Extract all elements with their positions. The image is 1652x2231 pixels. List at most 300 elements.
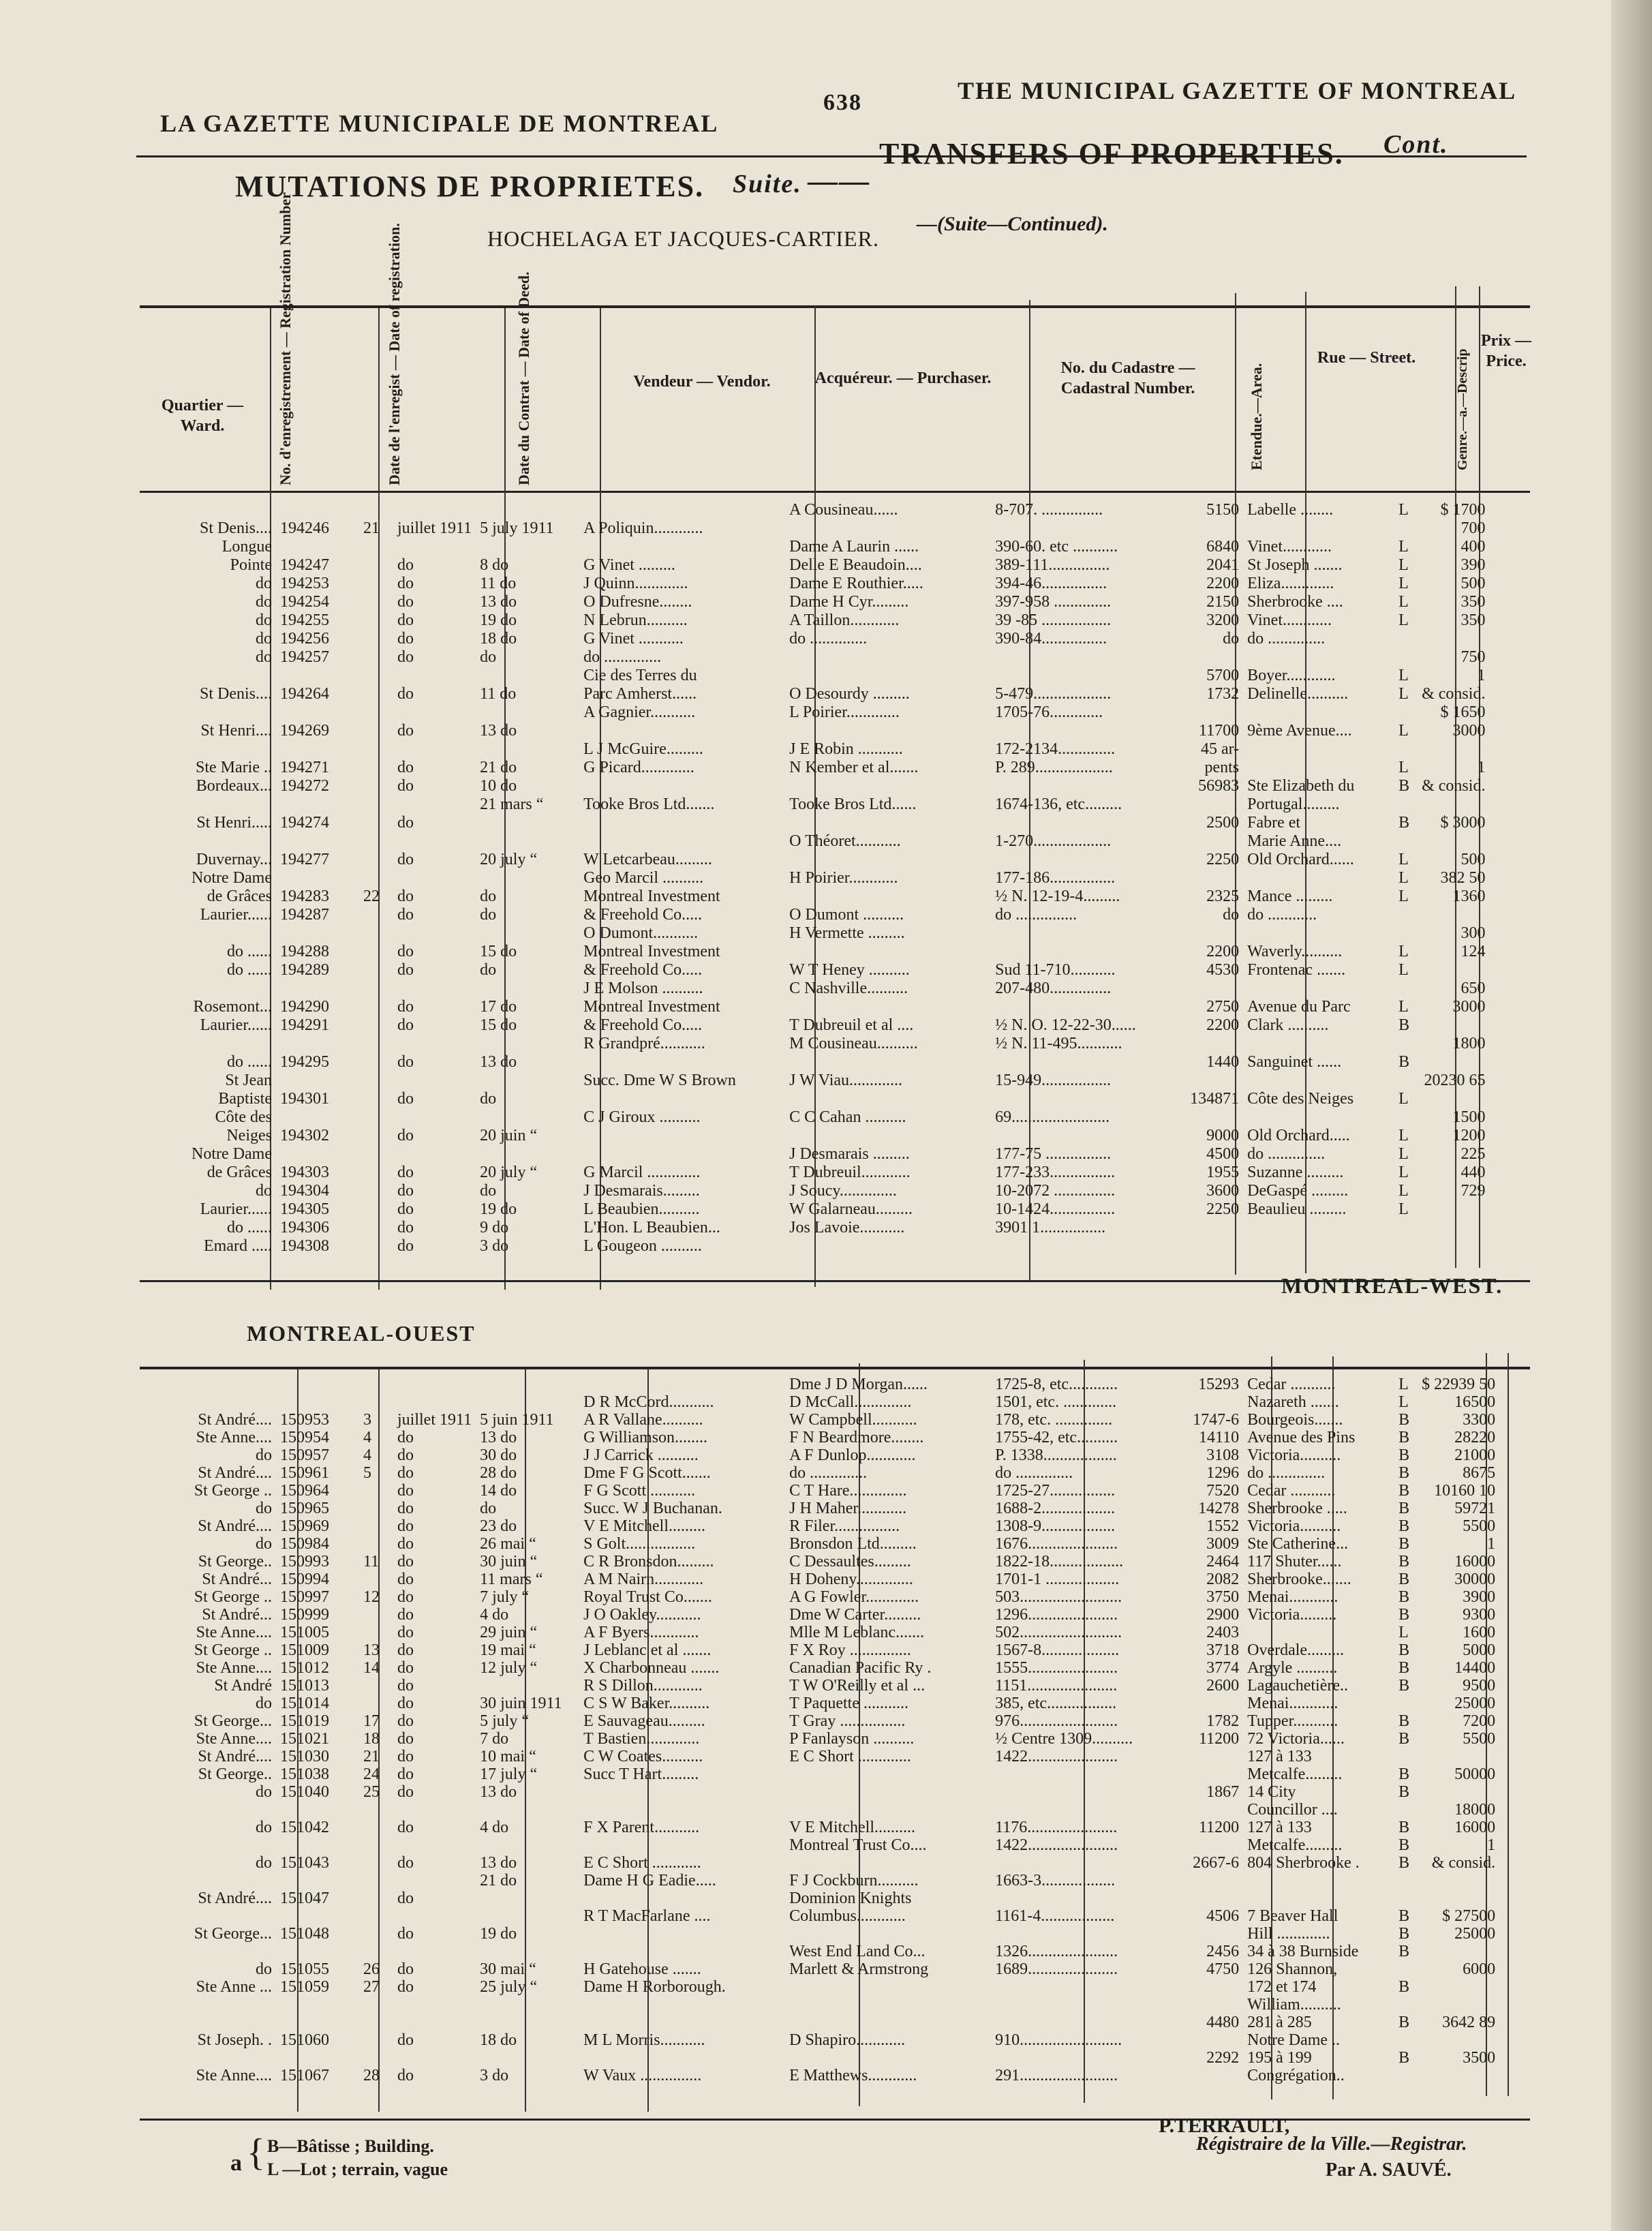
table-row bbox=[140, 611, 1489, 630]
table-row bbox=[140, 1482, 1499, 1500]
cell-day: 18 bbox=[363, 1730, 380, 1748]
cell-ward bbox=[140, 924, 276, 943]
cell-area bbox=[1169, 832, 1243, 851]
cell-no: 150969 bbox=[280, 1517, 329, 1535]
table-row bbox=[140, 1730, 1499, 1748]
table-row bbox=[140, 519, 1489, 538]
cell-price bbox=[1418, 1783, 1499, 1801]
table-row bbox=[140, 1695, 1499, 1712]
legend-lot: L —Lot ; terrain, vague bbox=[267, 2159, 448, 2179]
cell-purchaser: Dominion Knights bbox=[789, 1889, 912, 1907]
cell-street: Victoria......... bbox=[1247, 1606, 1337, 1624]
table-row bbox=[140, 1535, 1499, 1553]
cell-reg: do bbox=[397, 906, 414, 924]
cell-price: $ 1700 bbox=[1440, 501, 1486, 519]
cell-deed: 11 mars “ bbox=[480, 1570, 543, 1588]
cell-day bbox=[359, 501, 393, 519]
cell-deed: 23 do bbox=[480, 1517, 517, 1535]
cell-purchaser: C Dessaultes......... bbox=[789, 1553, 911, 1570]
cell-area bbox=[1169, 1393, 1243, 1411]
col-genre-header: Genre.—a.—Descrip bbox=[1455, 348, 1470, 470]
cell-deed: do bbox=[480, 1182, 497, 1200]
cell-area: 1552 bbox=[1206, 1517, 1240, 1535]
cell-cad: 172-2134.............. bbox=[995, 740, 1116, 758]
cell-cad: 389-111............... bbox=[995, 556, 1110, 574]
cell-no bbox=[276, 1943, 359, 1960]
cell-deed bbox=[476, 1145, 579, 1164]
legend-building: B—Bâtisse ; Building. bbox=[267, 2136, 434, 2156]
cell-ward bbox=[140, 980, 276, 998]
cell-vendor bbox=[579, 777, 785, 795]
cell-reg bbox=[393, 1943, 476, 1960]
cell-deed: 4 do bbox=[480, 1606, 509, 1624]
cell-cad: 177-186................ bbox=[995, 869, 1116, 887]
cell-g: B bbox=[1398, 2049, 1410, 2067]
cell-cad: ½ Centre 1309.......... bbox=[995, 1730, 1133, 1748]
cell-day bbox=[359, 1801, 393, 1819]
cell-reg: do bbox=[397, 1200, 414, 1218]
cell-cad: 1705-76............. bbox=[995, 703, 1103, 721]
cell-reg bbox=[393, 1376, 476, 1393]
cell-deed: do bbox=[480, 1500, 497, 1517]
table-row bbox=[140, 1819, 1499, 1836]
cell-no: 151005 bbox=[280, 1624, 329, 1641]
cell-purchaser: L Poirier............. bbox=[789, 703, 900, 721]
table-row bbox=[140, 575, 1489, 593]
cell-area bbox=[1169, 1072, 1243, 1090]
cell-no bbox=[276, 924, 359, 943]
cell-no: 194269 bbox=[280, 722, 329, 740]
cell-vendor bbox=[579, 1836, 785, 1854]
cell-street: 34 à 38 Burnside bbox=[1247, 1943, 1359, 1960]
cell-street bbox=[1243, 1108, 1394, 1127]
cell-deed bbox=[476, 1677, 579, 1695]
cell-ward: Emard ..... bbox=[204, 1237, 272, 1255]
cell-deed: do bbox=[480, 1090, 497, 1108]
cell-ward: do ...... bbox=[227, 1053, 272, 1071]
cell-cad: ½ N. O. 12-22-30...... bbox=[995, 1016, 1136, 1034]
cell-purchaser: R Filer................ bbox=[789, 1517, 900, 1535]
cell-g: B bbox=[1398, 1517, 1410, 1535]
cell-ward bbox=[140, 703, 276, 722]
cell-g: B bbox=[1398, 1570, 1410, 1588]
cell-day bbox=[359, 1624, 393, 1641]
cell-cad bbox=[991, 814, 1169, 832]
cell-purchaser: T Dubreuil et al .... bbox=[789, 1016, 914, 1034]
table-row bbox=[140, 1907, 1499, 1925]
cell-price: 5500 bbox=[1463, 1730, 1496, 1748]
table-row bbox=[140, 2067, 1499, 2084]
cell-cad: 1725-8, etc............ bbox=[995, 1376, 1118, 1393]
cell-street: Vinet............ bbox=[1247, 611, 1332, 629]
cell-deed: 25 july “ bbox=[480, 1978, 538, 1996]
cell-purchaser: Columbus............ bbox=[789, 1907, 906, 1925]
cell-ward: St George .. bbox=[194, 1641, 272, 1659]
cell-day bbox=[359, 1925, 393, 1943]
table-row bbox=[140, 1783, 1499, 1801]
cell-g: L bbox=[1398, 1376, 1409, 1393]
cell-vendor bbox=[579, 1943, 785, 1960]
table-row bbox=[140, 1072, 1489, 1090]
cell-vendor: C R Bronsdon......... bbox=[583, 1553, 714, 1570]
cell-purchaser: H Vermette ......... bbox=[789, 924, 905, 942]
cell-vendor bbox=[579, 1801, 785, 1819]
cell-reg bbox=[393, 869, 476, 887]
hochelaga-transfers-table bbox=[140, 501, 1489, 1256]
cell-no: 150961 bbox=[280, 1464, 329, 1482]
cell-day bbox=[359, 1090, 393, 1108]
title-fr-suite: Suite. bbox=[733, 170, 802, 198]
cell-deed: 5 july 1911 bbox=[480, 519, 554, 537]
cell-price bbox=[1418, 1219, 1489, 1237]
page-number: 638 bbox=[823, 90, 862, 115]
cell-no: 150957 bbox=[280, 1446, 329, 1464]
table-row bbox=[140, 1748, 1499, 1765]
cell-price bbox=[1418, 1053, 1489, 1072]
cell-price: $ 3000 bbox=[1440, 814, 1486, 832]
cell-no bbox=[276, 703, 359, 722]
table-row bbox=[140, 648, 1489, 667]
cell-street: Nazareth ....... bbox=[1247, 1393, 1339, 1411]
cell-cad bbox=[991, 1127, 1169, 1145]
cell-vendor: Tooke Bros Ltd....... bbox=[583, 795, 715, 813]
cell-day bbox=[359, 1677, 393, 1695]
cell-cad bbox=[991, 851, 1169, 869]
cell-cad: 291........................ bbox=[995, 2067, 1118, 2084]
cell-area: 5700 bbox=[1206, 667, 1240, 684]
cell-price: 750 bbox=[1460, 648, 1486, 666]
cell-vendor: V E Mitchell......... bbox=[583, 1517, 705, 1535]
cell-area: 2750 bbox=[1206, 998, 1240, 1016]
cell-no: 150953 bbox=[280, 1411, 329, 1429]
cell-street: Hill ............. bbox=[1247, 1925, 1330, 1943]
cell-purchaser: Mlle M Leblanc....... bbox=[789, 1624, 925, 1641]
cell-area: do bbox=[1223, 906, 1240, 924]
cell-street: 195 à 199 bbox=[1247, 2049, 1312, 2067]
cell-vendor: N Lebrun.......... bbox=[583, 611, 688, 629]
cell-cad: 1422...................... bbox=[995, 1748, 1118, 1765]
cell-deed: 10 do bbox=[480, 777, 517, 795]
cell-price: 1 bbox=[1487, 1836, 1496, 1854]
cell-day: 22 bbox=[363, 887, 380, 905]
cell-no bbox=[276, 1072, 359, 1090]
cell-street: Eliza............. bbox=[1247, 575, 1334, 592]
cell-deed bbox=[476, 1836, 579, 1854]
cell-ward: Ste Anne.... bbox=[196, 1659, 272, 1677]
cell-reg: do bbox=[397, 630, 414, 648]
table-row bbox=[140, 538, 1489, 556]
cell-ward: do ...... bbox=[227, 961, 272, 979]
cell-ward: St André.... bbox=[198, 1517, 272, 1535]
cell-street: Marie Anne.... bbox=[1247, 832, 1342, 850]
cell-no bbox=[276, 1907, 359, 1925]
table-row bbox=[140, 1624, 1499, 1641]
cell-ward: do bbox=[256, 1695, 272, 1712]
cell-g: L bbox=[1398, 1393, 1409, 1411]
cell-vendor: Cie des Terres du bbox=[583, 667, 697, 684]
cell-g: B bbox=[1398, 1464, 1410, 1482]
cell-day bbox=[359, 869, 393, 887]
cell-vendor: G Picard............. bbox=[583, 759, 694, 776]
cell-street: Vinet............ bbox=[1247, 538, 1332, 556]
cell-price: 1800 bbox=[1452, 1035, 1486, 1052]
cell-ward: do bbox=[256, 1535, 272, 1553]
cell-vendor bbox=[579, 1996, 785, 2014]
cell-vendor: R S Dillon............ bbox=[583, 1677, 703, 1695]
cell-reg: do bbox=[397, 2031, 414, 2049]
cell-ward: Rosemont... bbox=[193, 998, 272, 1016]
table-row bbox=[140, 1237, 1489, 1256]
section2-heading-en: MONTREAL-WEST. bbox=[1281, 1273, 1503, 1298]
cell-day bbox=[359, 1535, 393, 1553]
cell-street: do .............. bbox=[1247, 1464, 1326, 1482]
cell-area: 2403 bbox=[1206, 1624, 1240, 1641]
table-row bbox=[140, 1712, 1499, 1730]
cell-reg: do bbox=[397, 1090, 414, 1108]
cell-purchaser bbox=[785, 1783, 991, 1801]
cell-cad: 390-60. etc ........... bbox=[995, 538, 1118, 556]
cell-cad bbox=[991, 1978, 1169, 1996]
cell-deed bbox=[476, 1889, 579, 1907]
cell-vendor bbox=[579, 1376, 785, 1393]
cell-price: 440 bbox=[1460, 1164, 1486, 1181]
cell-cad bbox=[991, 648, 1169, 667]
cell-day: 3 bbox=[363, 1411, 371, 1429]
cell-deed: 21 do bbox=[480, 1872, 517, 1889]
cell-vendor: R Grandpré........... bbox=[583, 1035, 705, 1052]
cell-area: do bbox=[1223, 630, 1240, 648]
cell-deed: 12 july “ bbox=[480, 1659, 538, 1677]
table-row bbox=[140, 630, 1489, 648]
cell-street: Mance ......... bbox=[1247, 887, 1333, 905]
cell-purchaser: J Soucy.............. bbox=[789, 1182, 897, 1200]
cell-area bbox=[1169, 1237, 1243, 1256]
cell-day: 11 bbox=[363, 1553, 380, 1570]
cell-reg: do bbox=[397, 998, 414, 1016]
cell-purchaser: H Doheny.............. bbox=[789, 1570, 913, 1588]
cell-g: L bbox=[1398, 1090, 1409, 1108]
cell-price bbox=[1418, 1200, 1489, 1219]
cell-price: 25000 bbox=[1454, 1925, 1496, 1943]
cell-deed: 3 do bbox=[480, 2067, 509, 2084]
cell-street: Labelle ........ bbox=[1247, 501, 1334, 519]
cell-street: St Joseph ....... bbox=[1247, 556, 1343, 574]
table-row bbox=[140, 703, 1489, 722]
cell-reg bbox=[393, 538, 476, 556]
cell-price: 5000 bbox=[1463, 1641, 1496, 1659]
cell-reg: do bbox=[397, 1553, 414, 1570]
cell-cad: 1555...................... bbox=[995, 1659, 1118, 1677]
cell-g bbox=[1394, 1237, 1418, 1256]
cell-ward: do bbox=[256, 1446, 272, 1464]
cell-ward: Notre Dame bbox=[192, 1145, 272, 1163]
cell-cad bbox=[991, 1854, 1169, 1872]
table-row bbox=[140, 1801, 1499, 1819]
cell-purchaser: H Poirier............ bbox=[789, 869, 898, 887]
cell-reg: do bbox=[397, 1677, 414, 1695]
cell-price: 1360 bbox=[1452, 887, 1486, 905]
cell-street: Lagauchetière.. bbox=[1247, 1677, 1349, 1695]
cell-area: 2456 bbox=[1206, 1943, 1240, 1960]
cell-purchaser bbox=[785, 722, 991, 740]
cell-ward: Côte des bbox=[215, 1108, 272, 1126]
cell-deed: 19 do bbox=[480, 611, 517, 629]
cell-deed: 17 july “ bbox=[480, 1765, 538, 1783]
cell-area: 1747-6 bbox=[1193, 1411, 1240, 1429]
cell-purchaser: Delle E Beaudoin.... bbox=[789, 556, 922, 574]
cell-purchaser: W Galarneau......... bbox=[789, 1200, 913, 1218]
cell-day bbox=[359, 2049, 393, 2067]
cell-day: 14 bbox=[363, 1659, 380, 1677]
cell-g: B bbox=[1398, 1677, 1410, 1695]
table-row bbox=[140, 1836, 1499, 1854]
cell-area: pents bbox=[1204, 759, 1240, 776]
cell-area: 1867 bbox=[1206, 1783, 1240, 1801]
cell-cad: 178, etc. .............. bbox=[995, 1411, 1113, 1429]
cell-price: 400 bbox=[1460, 538, 1486, 556]
cell-no: 194271 bbox=[280, 759, 329, 776]
cell-day bbox=[359, 1836, 393, 1854]
cell-purchaser: West End Land Co... bbox=[789, 1943, 926, 1960]
cell-vendor: A Poliquin............ bbox=[583, 519, 703, 537]
cell-cad: 397-958 .............. bbox=[995, 593, 1112, 611]
cell-area: 2900 bbox=[1206, 1606, 1240, 1624]
cell-street: Sherbrooke .... bbox=[1247, 593, 1343, 611]
cell-ward: Longue bbox=[221, 538, 272, 556]
cell-ward bbox=[140, 501, 276, 519]
cell-ward: do bbox=[256, 1960, 272, 1978]
cell-no: 150993 bbox=[280, 1553, 329, 1570]
cell-cad: 1326...................... bbox=[995, 1943, 1118, 1960]
cell-purchaser bbox=[785, 519, 991, 538]
cell-no bbox=[276, 795, 359, 814]
cell-cad bbox=[991, 519, 1169, 538]
cell-purchaser: C T Hare.............. bbox=[789, 1482, 907, 1500]
cell-g: L bbox=[1398, 998, 1409, 1016]
cell-deed: 13 do bbox=[480, 722, 517, 740]
cell-area: 2600 bbox=[1206, 1677, 1240, 1695]
cell-deed: 17 do bbox=[480, 998, 517, 1016]
cell-cad: 5-479................... bbox=[995, 685, 1112, 703]
cell-price: $ 1650 bbox=[1440, 703, 1486, 721]
cell-street bbox=[1243, 1237, 1394, 1256]
cell-ward bbox=[140, 2014, 276, 2031]
cell-area bbox=[1169, 2067, 1243, 2084]
cell-cad: 1151...................... bbox=[995, 1677, 1118, 1695]
registrar-name: P.TERRAULT, bbox=[1159, 2114, 1290, 2137]
cell-price: 10160 10 bbox=[1434, 1482, 1496, 1500]
cell-price: 7200 bbox=[1463, 1712, 1496, 1730]
colhead-bottom-rule bbox=[140, 491, 1530, 493]
cell-cad: ½ N. 11-495........... bbox=[995, 1035, 1122, 1052]
cell-deed: 14 do bbox=[480, 1482, 517, 1500]
cell-cad: 502......................... bbox=[995, 1624, 1122, 1641]
cell-reg: do bbox=[397, 1925, 414, 1943]
cell-ward: St George .. bbox=[194, 1588, 272, 1606]
cell-price: 3500 bbox=[1463, 2049, 1496, 2067]
cell-ward: Ste Marie .. bbox=[196, 759, 272, 776]
cell-no bbox=[276, 1035, 359, 1053]
table-row bbox=[140, 759, 1489, 777]
cell-ward: St André.... bbox=[198, 1889, 272, 1907]
cell-area bbox=[1169, 1978, 1243, 1996]
cell-purchaser: N Kember et al....... bbox=[789, 759, 919, 776]
cell-g: L bbox=[1398, 722, 1409, 740]
cell-deed bbox=[476, 703, 579, 722]
cell-area: 3750 bbox=[1206, 1588, 1240, 1606]
cell-purchaser bbox=[785, 1854, 991, 1872]
cell-street: 9ème Avenue.... bbox=[1247, 722, 1352, 740]
cell-cad bbox=[991, 1237, 1169, 1256]
cell-ward bbox=[140, 1943, 276, 1960]
cell-vendor: J Leblanc et al ....... bbox=[583, 1641, 712, 1659]
cell-area: 3718 bbox=[1206, 1641, 1240, 1659]
cell-reg: do bbox=[397, 1570, 414, 1588]
cell-day bbox=[359, 1072, 393, 1090]
cell-cad: 10-1424................ bbox=[995, 1200, 1116, 1218]
cell-day bbox=[359, 1127, 393, 1145]
cell-no: 194302 bbox=[280, 1127, 329, 1144]
cell-street: Ste Catherine... bbox=[1247, 1535, 1349, 1553]
table-row bbox=[140, 1500, 1499, 1517]
cell-deed bbox=[476, 740, 579, 759]
cell-vendor: L'Hon. L Beaubien... bbox=[583, 1219, 720, 1236]
cell-price: 124 bbox=[1460, 943, 1486, 960]
cell-purchaser: Dame H Cyr......... bbox=[789, 593, 909, 611]
cell-purchaser: W Campbell........... bbox=[789, 1411, 917, 1429]
cell-street bbox=[1243, 648, 1394, 667]
cell-price: 18000 bbox=[1454, 1801, 1496, 1819]
cell-g: L bbox=[1398, 556, 1409, 574]
cell-reg bbox=[393, 1836, 476, 1854]
cell-ward: do ...... bbox=[227, 1219, 272, 1236]
cell-price: 30000 bbox=[1454, 1570, 1496, 1588]
table-row bbox=[140, 1393, 1499, 1411]
cell-area: 4750 bbox=[1206, 1960, 1240, 1978]
cell-street: 281 à 285 bbox=[1247, 2014, 1312, 2031]
cell-street: Councillor .... bbox=[1247, 1801, 1338, 1819]
cell-deed: do bbox=[480, 906, 497, 924]
cell-day bbox=[359, 1570, 393, 1588]
cell-reg: do bbox=[397, 1641, 414, 1659]
cell-area: 1782 bbox=[1206, 1712, 1240, 1730]
cell-day bbox=[359, 648, 393, 667]
cell-reg: do bbox=[397, 1464, 414, 1482]
cell-deed bbox=[476, 1072, 579, 1090]
cell-purchaser: E C Short ............. bbox=[789, 1748, 911, 1765]
title-dash: —— bbox=[808, 164, 870, 198]
cell-purchaser: F J Cockburn.......... bbox=[789, 1872, 919, 1889]
table-row bbox=[140, 1090, 1489, 1108]
table-row bbox=[140, 1570, 1499, 1588]
cell-reg: do bbox=[397, 1446, 414, 1464]
cell-ward: St George... bbox=[194, 1925, 272, 1943]
cell-deed: 13 do bbox=[480, 1854, 517, 1872]
cell-vendor: Montreal Investment bbox=[583, 943, 720, 960]
cell-deed bbox=[476, 1393, 579, 1411]
cell-deed: 5 juin 1911 bbox=[480, 1411, 554, 1429]
cell-deed bbox=[476, 538, 579, 556]
cell-purchaser bbox=[785, 1053, 991, 1072]
cell-day bbox=[359, 1695, 393, 1712]
cell-purchaser: F X Roy ............... bbox=[789, 1641, 911, 1659]
cell-vendor: & Freehold Co..... bbox=[583, 906, 703, 924]
table-row bbox=[140, 1677, 1499, 1695]
cell-cad: 394-46................ bbox=[995, 575, 1107, 592]
cell-vendor: W Letcarbeau......... bbox=[583, 851, 712, 868]
cell-price: 5500 bbox=[1463, 1517, 1496, 1535]
cell-reg bbox=[393, 2014, 476, 2031]
